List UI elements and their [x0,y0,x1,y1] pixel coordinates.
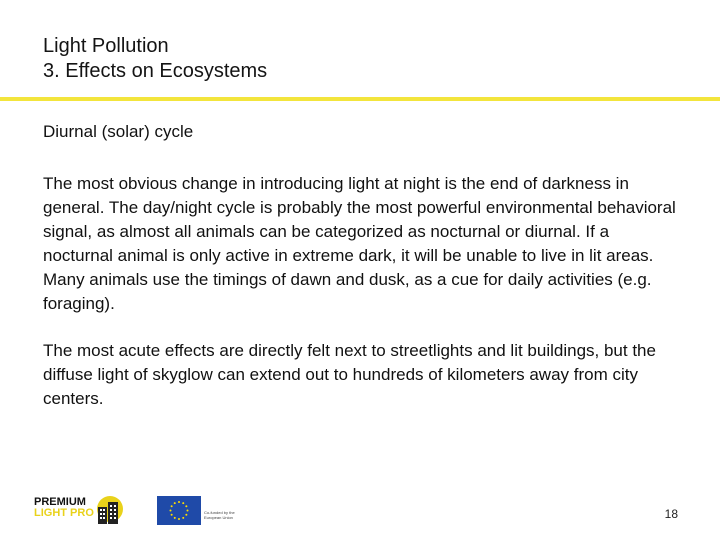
eu-caption: Co-funded by the European Union [204,510,235,520]
title-line-2: 3. Effects on Ecosystems [43,60,268,82]
eu-star [178,501,180,503]
section-subheading: Diurnal (solar) cycle [43,122,194,141]
eu-star [187,510,189,512]
body-paragraph-2: The most acute effects are directly felt next to streetlights and lit buildings, but the diffuse light of skyglow can extend out to hundreds of kilometers away from city centers. [43,341,656,408]
eu-star [174,517,176,519]
eu-cofunded-logo [157,496,237,525]
eu-star [170,510,172,512]
logo-text-premium: PREMIUM [34,496,86,508]
eu-star [174,502,176,504]
title-divider [0,97,720,101]
eu-star [171,514,173,516]
eu-flag-icon [157,496,201,525]
slide-title [43,34,267,84]
slide-body [43,121,683,434]
eu-star [185,514,187,516]
body-paragraph-1: The most obvious change in introducing light at night is the end of darkness in general. The day/night cycle is probably the most powerful environmental behavioral signal, as almost all animals can be categorized as nocturnal or diurnal. If a nocturnal animal is only active in extreme dark, it will be unable to live in lit areas. Many animals use the timings of dawn and dusk, as a cue for daily activities (e.g. foraging). [43,174,676,313]
eu-star [185,505,187,507]
building-icon [92,495,124,525]
eu-star [178,518,180,520]
eu-star [182,502,184,504]
logo-text-light-pro: LIGHT PRO [34,507,94,519]
eu-star [171,505,173,507]
premium-light-pro-logo [34,493,126,527]
page-number: 18 [664,507,678,521]
title-line-1: Light Pollution [43,35,169,57]
eu-star [182,517,184,519]
